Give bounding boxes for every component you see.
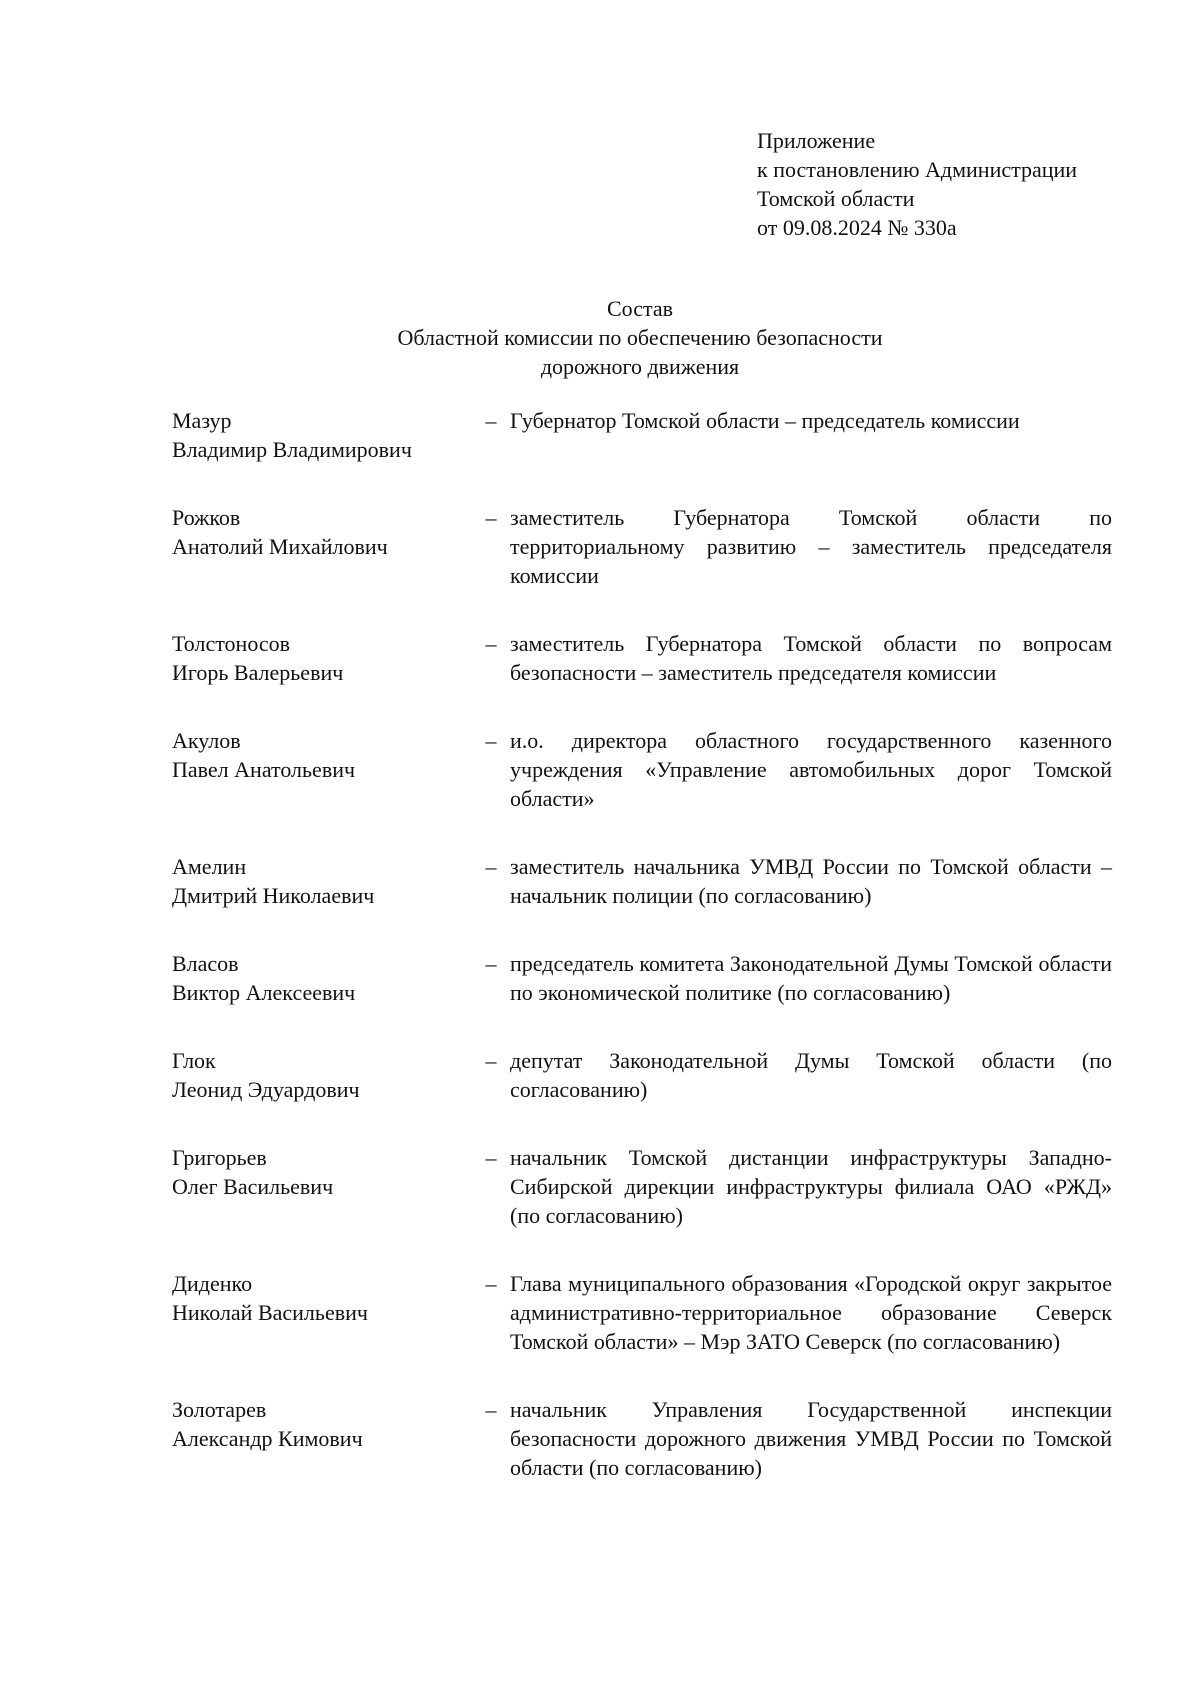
- dash-separator: –: [485, 505, 497, 530]
- member-surname: Амелин: [172, 854, 247, 879]
- dash-separator: –: [485, 408, 497, 433]
- member-surname: Золотарев: [172, 1397, 267, 1422]
- member-surname: Диденко: [172, 1271, 253, 1296]
- member-given-name: Владимир Владимирович: [172, 437, 412, 462]
- member-entry: [172, 503, 1112, 590]
- member-entry: [172, 629, 1112, 687]
- member-given-name: Игорь Валерьевич: [172, 660, 344, 685]
- member-surname: Акулов: [172, 728, 241, 753]
- member-entry: [172, 1269, 1112, 1356]
- member-name: [172, 949, 472, 1007]
- member-role: депутат Законодательной Думы Томской области (по согласованию): [510, 1048, 1112, 1102]
- dash-separator: –: [485, 728, 497, 753]
- member-name: [172, 503, 472, 561]
- member-role: заместитель Губернатора Томской области по территориальному развитию – заместитель председателя комиссии: [510, 505, 1112, 588]
- member-role: Глава муниципального образования «Городской округ закрытое административно-территориальное образование Северск Томской области» – Мэр ЗАТО Северск (по согласованию): [510, 1271, 1112, 1354]
- appendix-date-number: от 09.08.2024 № 330а: [757, 215, 957, 240]
- appendix-line: Томской области: [757, 186, 915, 211]
- member-name: [172, 406, 472, 464]
- member-entry: [172, 406, 1108, 464]
- member-name: [172, 1269, 472, 1327]
- member-surname: Толстоносов: [172, 631, 291, 656]
- member-role: заместитель начальника УМВД России по Томской области – начальник полиции (по согласованию): [510, 854, 1112, 908]
- appendix-line: к постановлению Администрации: [757, 157, 1078, 182]
- member-given-name: Анатолий Михайлович: [172, 534, 388, 559]
- member-surname: Глок: [172, 1048, 216, 1073]
- appendix-header: [757, 126, 1157, 242]
- member-given-name: Олег Васильевич: [172, 1174, 334, 1199]
- title-line: Состав: [606, 296, 674, 321]
- member-surname: Власов: [172, 951, 239, 976]
- members-list: [172, 406, 1112, 1521]
- member-given-name: Леонид Эдуардович: [172, 1077, 360, 1102]
- member-role: заместитель Губернатора Томской области по вопросам безопасности – заместитель председателя комиссии: [510, 631, 1112, 685]
- member-entry: [172, 1046, 1112, 1104]
- member-name: [172, 1046, 472, 1104]
- member-given-name: Александр Кимович: [172, 1426, 363, 1451]
- document-title: [340, 294, 940, 381]
- member-surname: Рожков: [172, 505, 241, 530]
- member-role: и.о. директора областного государственного казенного учреждения «Управление автомобильных дорог Томской области»: [510, 728, 1112, 811]
- member-surname: Мазур: [172, 408, 232, 433]
- appendix-line: Приложение: [757, 128, 876, 153]
- member-surname: Григорьев: [172, 1145, 267, 1170]
- member-entry: [172, 852, 1112, 910]
- dash-separator: –: [485, 1271, 497, 1296]
- member-role: Губернатор Томской области – председатель комиссии: [510, 408, 1020, 433]
- member-name: [172, 852, 472, 910]
- dash-separator: –: [485, 1145, 497, 1170]
- member-role: начальник Управления Государственной инспекции безопасности дорожного движения УМВД России по Томской области (по согласованию): [510, 1397, 1112, 1480]
- member-name: [172, 1143, 472, 1201]
- member-name: [172, 1395, 472, 1453]
- dash-separator: –: [485, 854, 497, 879]
- member-role: начальник Томской дистанции инфраструктуры Западно-Сибирской дирекции инфраструктуры филиала ОАО «РЖД» (по согласованию): [510, 1145, 1112, 1228]
- member-given-name: Николай Васильевич: [172, 1300, 368, 1325]
- dash-separator: –: [485, 1048, 497, 1073]
- dash-separator: –: [485, 1397, 497, 1422]
- member-name: [172, 726, 472, 784]
- dash-separator: –: [485, 631, 497, 656]
- member-entry: [172, 1143, 1112, 1230]
- member-given-name: Дмитрий Николаевич: [172, 883, 375, 908]
- member-entry: [172, 726, 1112, 813]
- dash-separator: –: [485, 951, 497, 976]
- member-given-name: Виктор Алексеевич: [172, 980, 356, 1005]
- title-line: дорожного движения: [540, 354, 740, 379]
- member-role: председатель комитета Законодательной Думы Томской области по экономической политике (по согласованию): [510, 951, 1112, 1005]
- member-entry: [172, 949, 1112, 1007]
- member-given-name: Павел Анатольевич: [172, 757, 356, 782]
- member-entry: [172, 1395, 1112, 1482]
- title-line: Областной комиссии по обеспечению безопасности: [397, 325, 883, 350]
- member-name: [172, 629, 472, 687]
